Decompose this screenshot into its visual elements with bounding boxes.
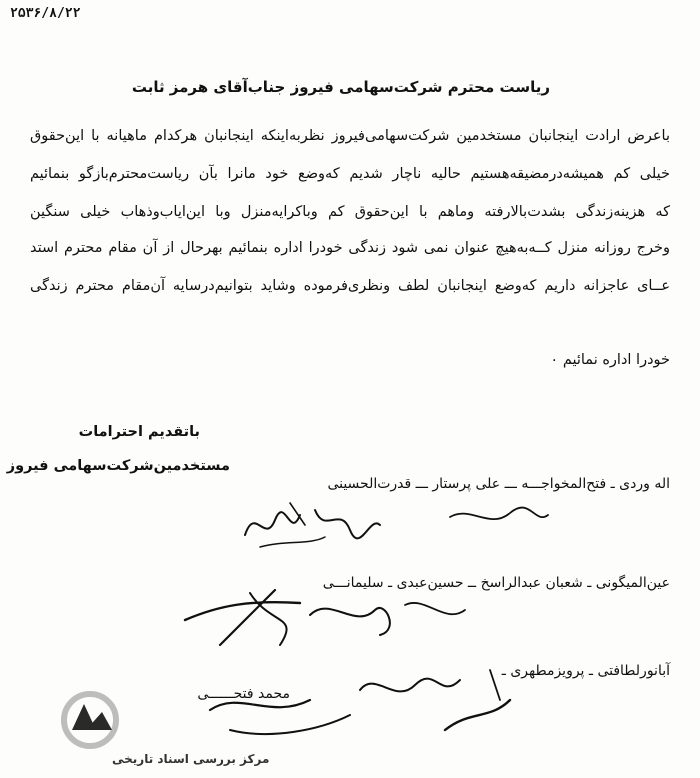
signatory-names-row-1: اله وردی ـ فتح‌المخواجـــه ـــ علی پرستار ـــ قدرت‌الحسینی bbox=[327, 476, 670, 492]
signatory-names-row-2: عین‌المیگونی ـ شعبان عبدالراسخ ــ حسین‌عبدی ـ سلیمانـــی bbox=[322, 575, 670, 591]
signatory-names-row-3: آبانورلطافتی ـ پرویزمطهری ـ bbox=[501, 663, 670, 679]
signatory-names-row-4: محمد فتحــــــی bbox=[197, 686, 290, 702]
closing-salutation: باتقدیم احترامات bbox=[78, 424, 200, 440]
signature-group-1 bbox=[230, 495, 560, 555]
body-line-2: خیلی کم همیشه‌درمضیقه‌هستیم حالیه ناچار شدیم که‌وضع خود مانرا بآن ریاست‌محترم‌بازگو بنمائیم bbox=[30, 166, 670, 182]
archive-watermark-text: مرکز بررسی اسناد تاریخی bbox=[112, 752, 270, 766]
body-line-3: که هزینه‌زندگی بشدت‌بالارفته وماهم با این‌حقوق کم وبا‌کرایه‌منزل وبا این‌ایاب‌وذهاب خیلی سنگین bbox=[30, 204, 670, 220]
body-line-1: باعرض ارادت اینجانبان مستخدمین شرکت‌سهامی‌فیروز نظربه‌اینکه اینجانبان هرکدام ماهیانه با این‌حقوق bbox=[30, 128, 670, 144]
signature-group-2 bbox=[180, 585, 500, 655]
closing-signatory-group: مستخدمین‌شرکت‌سهامی فیروز bbox=[6, 458, 230, 474]
letter-heading: ریاست محترم شرکت‌سهامی فیروز جناب‌آقای هرمز ثابت bbox=[131, 78, 550, 96]
document-date: ۲۵۳۶/۸/۲۲ bbox=[10, 6, 81, 21]
body-line-5: عــای عاجزانه داریم که‌وضع اینجانبان لطف ونظری‌فرموده وشاید بتوانیم‌درسایه آن‌مقام محترم زندگی bbox=[30, 278, 670, 294]
body-line-6: خودرا اداره نمائیم ۰ bbox=[550, 352, 670, 368]
body-line-4: وخرج روزانه منزل کــه‌به‌هیچ عنوان نمی شود زندگی خودرا اداره بنمائیم بهرحال از آن مقام محترم استد bbox=[30, 240, 670, 256]
